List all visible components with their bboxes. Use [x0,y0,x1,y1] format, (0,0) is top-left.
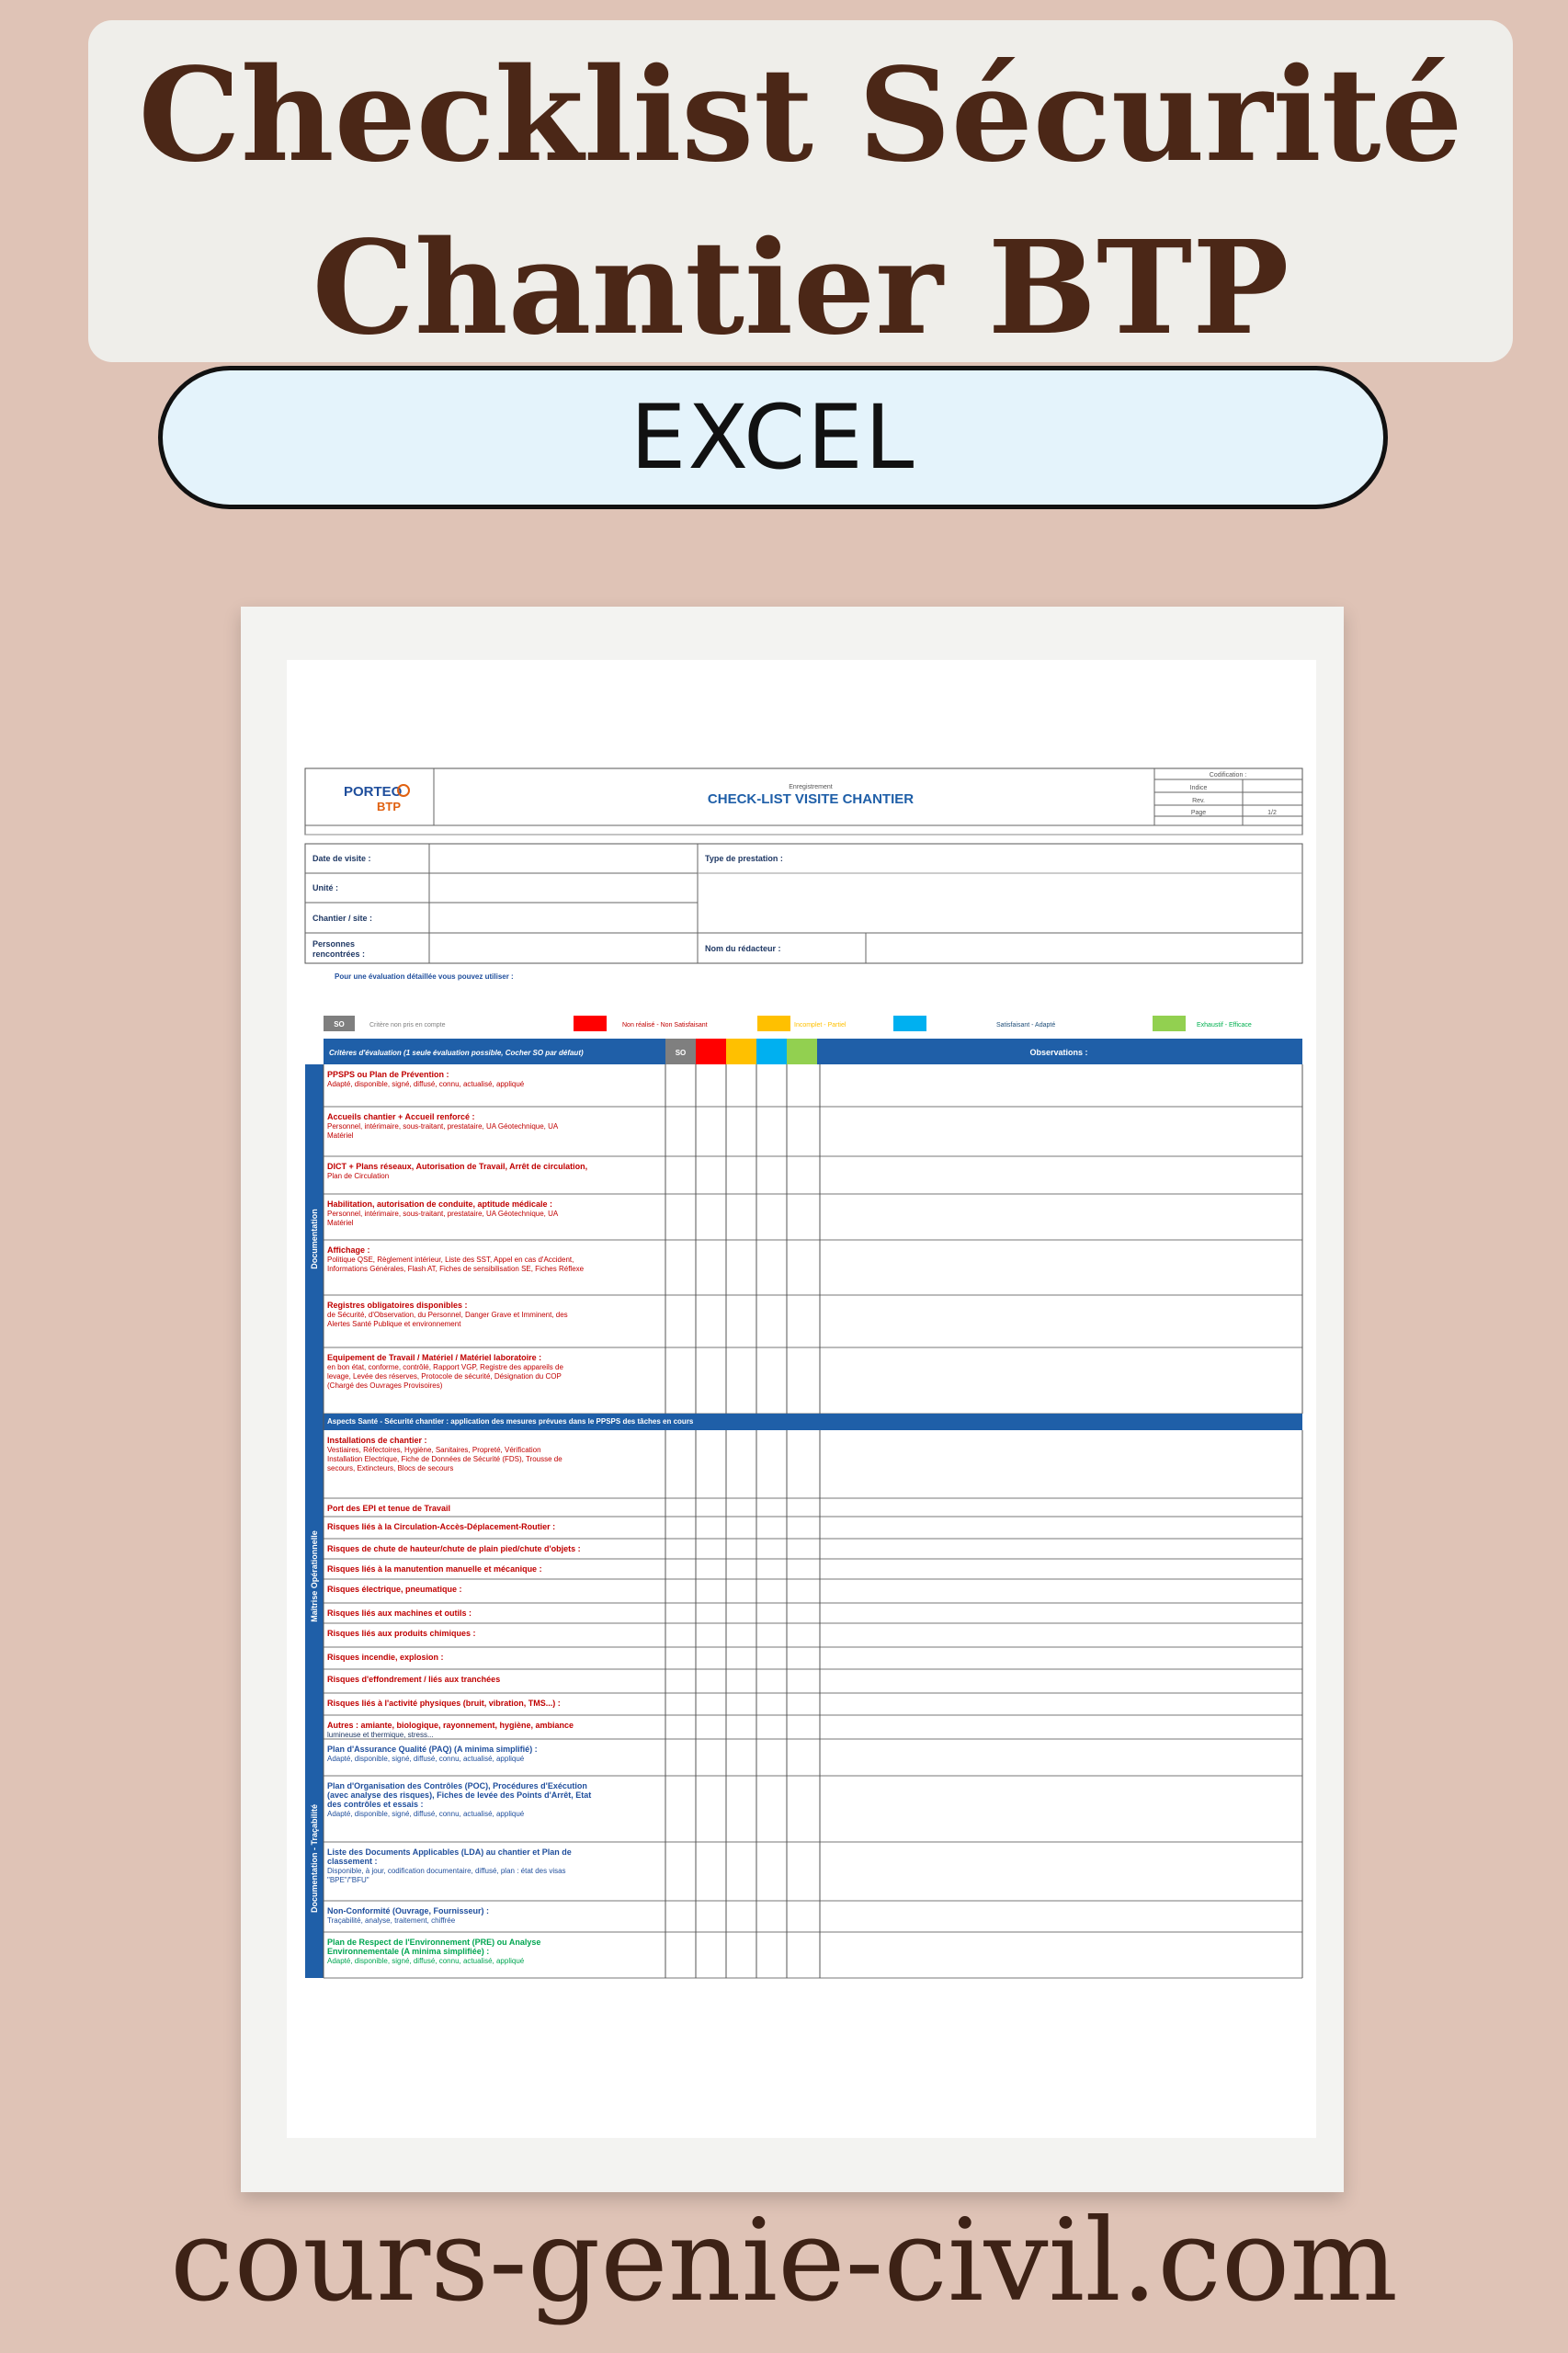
item-description: Alertes Santé Publique et environnement [327,1320,461,1328]
item-title: Risques de chute de hauteur/chute de plain pied/chute d'objets : [327,1544,581,1553]
unite-label: Unité : [312,883,338,892]
doc-title: CHECK-LIST VISITE CHANTIER [707,791,915,807]
item-description: en bon état, conforme, contrôlé, Rapport VGP, Registre des appareils de [327,1363,563,1371]
excel-badge [158,366,1388,509]
rev-label: Rev. [1192,798,1205,804]
item-title: Plan de Respect de l'Environnement (PRE) ou Analyse [327,1938,541,1947]
chantier-label: Chantier / site : [312,914,373,923]
item-title: Risques incendie, explosion : [327,1653,444,1662]
item-title-continued: Environnementale (A minima simplifiée) : [327,1947,490,1956]
legend-swatch [1153,1016,1186,1031]
logo-text-bottom: BTP [377,800,401,813]
item-title: Plan d'Assurance Qualité (PAQ) (A minima simplifié) : [327,1745,538,1754]
logo-text-top: PORTEO [344,784,403,800]
page-label: Page [1190,810,1207,816]
section-label: Documentation [310,1209,319,1269]
item-description: Adapté, disponible, signé, diffusé, connu, actualisé, appliqué [327,1080,525,1088]
item-title: Affichage : [327,1245,370,1255]
item-description: Vestiaires, Réfectoires, Hygiène, Sanitaires, Propreté, Vérification [327,1446,541,1454]
item-description: Personnel, intérimaire, sous-traitant, prestataire, UA Géotechnique, UA [327,1122,559,1131]
legend-swatch [893,1016,926,1031]
checklist-sheet [287,660,1316,2138]
redacteur-label: Nom du rédacteur : [705,944,781,953]
date-label: Date de visite : [312,854,371,863]
personnes-label-2: rencontrées : [312,949,366,959]
legend-swatch [757,1016,790,1031]
item-title: DICT + Plans réseaux, Autorisation de Travail, Arrêt de circulation, [327,1162,588,1171]
indice-label: Indice [1189,785,1208,791]
legend-text: Satisfaisant - Adapté [996,1022,1056,1029]
item-description: Personnel, intérimaire, sous-traitant, prestataire, UA Géotechnique, UA [327,1210,559,1218]
title-banner [88,20,1513,362]
item-title: Risques liés aux produits chimiques : [327,1629,476,1638]
item-title-continued: classement : [327,1857,378,1866]
item-title: Risques d'effondrement / liés aux tranchées [327,1675,501,1684]
item-title: Installations de chantier : [327,1436,427,1445]
prestation-label: Type de prestation : [705,854,783,863]
item-description: lumineuse et thermique, stress... [327,1731,434,1739]
item-description: Adapté, disponible, signé, diffusé, connu, actualisé, appliqué [327,1957,525,1965]
item-description: Traçabilité, analyse, traitement, chiffrée [327,1916,456,1925]
item-description: Plan de Circulation [327,1172,390,1180]
item-description: "BPE"/"BFU" [327,1876,369,1884]
item-title: Port des EPI et tenue de Travail [327,1504,451,1513]
item-description: secours, Extincteurs, Blocs de secours [327,1464,454,1472]
item-title: Risques liés à la Circulation-Accès-Déplacement-Routier : [327,1522,556,1531]
legend-text: Non réalisé - Non Satisfaisant [622,1022,708,1029]
eval-intro: Pour une évaluation détaillée vous pouvez utiliser : [335,972,514,981]
info-frame [305,844,1302,963]
item-description: de Sécurité, d'Observation, du Personnel, Danger Grave et Imminent, des [327,1311,568,1319]
item-description: Adapté, disponible, signé, diffusé, connu, actualisé, appliqué [327,1755,525,1763]
title-line-2: Chantier BTP [312,213,1290,364]
website-footer: cours-genie-civil.com [170,2195,1398,2327]
observations-header: Observations : [1029,1048,1088,1057]
item-title: Risques liés à la manutention manuelle et mécanique : [327,1564,542,1574]
item-title: Risques électrique, pneumatique : [327,1585,462,1594]
item-title: Habilitation, autorisation de conduite, aptitude médicale : [327,1199,553,1209]
doc-type: Enregistrement [789,784,833,790]
personnes-label-1: Personnes [312,939,356,949]
codification-label: Codification : [1209,772,1247,779]
title-line-1: Checklist Sécurité [138,40,1463,191]
item-description: (Chargé des Ouvrages Provisoires) [327,1381,443,1390]
item-title-continued: des contrôles et essais : [327,1800,424,1809]
checklist-document [287,660,1316,2138]
item-description: Politique QSE, Règlement intérieur, Liste des SST, Appel en cas d'Accident, [327,1256,574,1264]
item-title: Non-Conformité (Ouvrage, Fournisseur) : [327,1906,490,1915]
eval-column-header [726,1039,756,1064]
legend-code: SO [334,1020,345,1029]
item-description: levage, Levée des réserves, Protocole de sécurité, Désignation du COP [327,1372,562,1381]
so-header: SO [675,1049,687,1057]
page-value: 1/2 [1267,810,1277,816]
legend-text: Exhaustif - Efficace [1197,1022,1252,1029]
item-title: Registres obligatoires disponibles : [327,1301,468,1310]
item-title: Plan d'Organisation des Contrôles (POC), Procédures d'Exécution [327,1781,587,1790]
criteria-header: Critères d'évaluation (1 seule évaluation possible, Cocher SO par défaut) [329,1049,584,1057]
item-description: Adapté, disponible, signé, diffusé, connu, actualisé, appliqué [327,1810,525,1818]
eval-column-header [787,1039,817,1064]
item-title: Risques liés aux machines et outils : [327,1608,472,1618]
excel-badge-label: EXCEL [630,386,916,489]
item-title: Accueils chantier + Accueil renforcé : [327,1112,475,1121]
item-title: PPSPS ou Plan de Prévention : [327,1070,449,1079]
item-description: Matériel [327,1131,354,1140]
item-title-continued: (avec analyse des risques), Fiches de levée des Points d'Arrêt, Etat [327,1790,592,1800]
legend-swatch [574,1016,607,1031]
eval-column-header [696,1039,726,1064]
item-description: Disponible, à jour, codification documentaire, diffusé, plan : état des visas [327,1867,566,1875]
legend-text: Critère non pris en compte [369,1022,446,1029]
item-title: Autres : amiante, biologique, rayonnement, hygiène, ambiance [327,1721,574,1730]
item-description: Installation Electrique, Fiche de Données de Sécurité (FDS), Trousse de [327,1455,562,1463]
section-label: Maîtrise Opérationnelle [310,1530,319,1622]
item-title: Liste des Documents Applicables (LDA) au chantier et Plan de [327,1847,572,1857]
item-description: Matériel [327,1219,354,1227]
section-banner-text: Aspects Santé - Sécurité chantier : application des mesures prévues dans le PPSPS des tâches en cours [327,1417,694,1426]
item-title: Risques liés à l'activité physiques (bruit, vibration, TMS...) : [327,1699,561,1708]
eval-column-header [756,1039,787,1064]
item-description: Informations Générales, Flash AT, Fiches de sensibilisation SE, Fiches Réflexe [327,1265,585,1273]
section-label: Documentation - Traçabilité [310,1803,319,1914]
legend-text: Incomplet - Partiel [794,1022,846,1029]
item-title: Equipement de Travail / Matériel / Matériel laboratoire : [327,1353,542,1362]
